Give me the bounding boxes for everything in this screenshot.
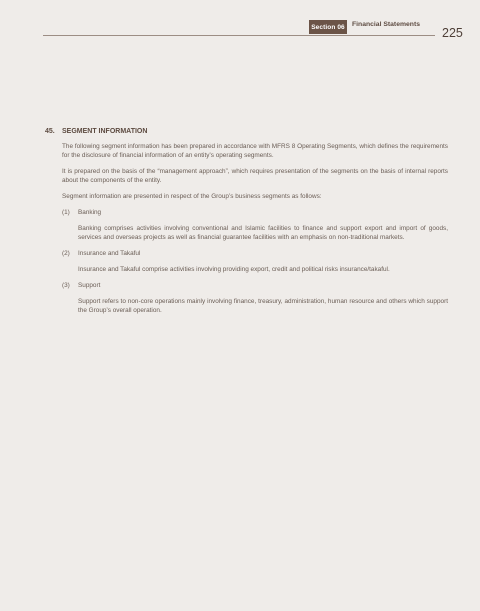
segment-item-insurance: [62, 249, 448, 274]
note-heading: SEGMENT INFORMATION: [62, 128, 148, 135]
segment-description: Insurance and Takaful comprise activities involving providing export, credit and political risks insurance/takaful.: [78, 266, 390, 273]
segment-description: Banking comprises activities involving conventional and Islamic facilities to finance and support export and import of goods, services and overseas projects as well as financial guarantee facilities with an emphasis on non-traditional markets.: [78, 225, 448, 241]
intro-paragraph: The following segment information has been prepared in accordance with MFRS 8 Operating Segments, which defines the requirements for the disclosure of financial information of an entity’s operating segments.: [62, 143, 448, 159]
segments-lead-paragraph: Segment information are presented in respect of the Group’s business segments as follows:: [62, 193, 322, 200]
segment-item-support: [62, 281, 448, 315]
section-badge: Section 06: [309, 20, 347, 34]
section-title: Financial Statements: [352, 21, 420, 28]
segment-number: (3): [62, 282, 70, 289]
segment-item-banking: [62, 208, 448, 242]
note-body: [62, 142, 448, 322]
segment-title: Insurance and Takaful: [78, 250, 141, 257]
note-number: 45.: [45, 128, 55, 135]
segment-title: Banking: [78, 209, 102, 216]
approach-paragraph: It is prepared on the basis of the “management approach”, which requires presentation of the segments on the basis of internal reports about the components of the entity.: [62, 168, 448, 184]
segment-description: Support refers to non-core operations mainly involving finance, treasury, administration, human resource and others which support the Group’s overall operation.: [78, 298, 448, 314]
header-divider: [43, 35, 435, 36]
segment-number: (1): [62, 209, 70, 216]
segment-number: (2): [62, 250, 70, 257]
segment-title: Support: [78, 282, 101, 289]
page-number: 225: [442, 26, 463, 40]
